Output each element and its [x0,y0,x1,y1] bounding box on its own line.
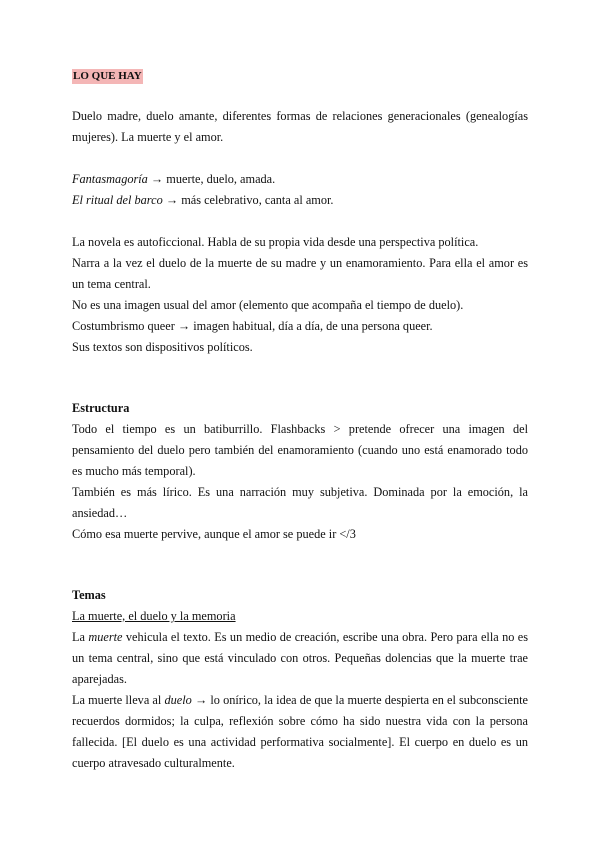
emphasis-duelo: duelo [164,693,192,707]
novel-paragraph-5: Sus textos son dispositivos políticos. [72,340,253,354]
estructura-paragraph-3: Cómo esa muerte pervive, aunque el amor se puede ir </3 [72,527,356,541]
subsection-heading: La muerte, el duelo y la memoria [72,609,236,623]
intro-paragraph: Duelo madre, duelo amante, diferentes formas de relaciones generacionales (genealogías mujeres). La muerte y el amor. [72,109,528,144]
page-title: LO QUE HAY [73,70,142,82]
novel-paragraph-4 [72,316,528,337]
work-ritual [72,190,528,211]
text-run: La [72,630,89,644]
novel-paragraph-2: Narra a la vez el duelo de la muerte de su madre y un enamoramiento. Para ella el amor es un tema central. [72,256,528,291]
estructura-paragraph-2: También es más lírico. Es una narración muy subjetiva. Dominada por la emoción, la ansiedad… [72,485,528,520]
novel-paragraph-1: La novela es autoficcional. Habla de su propia vida desde una perspectiva política. [72,235,479,249]
emphasis-muerte: muerte [88,630,123,644]
text-run: vehicula el texto. Es un medio de creación, escribe una obra. Pero para ella no es un tema central, sino que está vinculado con otros. Pequeñas dolencias que la muerte trae aparejadas. [72,630,528,686]
arrow-glyph: → [165,193,179,207]
temas-paragraph-2 [72,690,528,774]
arrow-glyph: → [194,693,208,707]
costumbrismo-desc: imagen habitual, día a día, de una persona queer. [193,319,433,333]
arrow-glyph: → [177,319,191,333]
work-title: Fantasmagoría [72,172,148,186]
novel-paragraph-3: No es una imagen usual del amor (elemento que acompaña el tiempo de duelo). [72,298,464,312]
section-heading-estructura: Estructura [72,401,130,415]
work-description: muerte, duelo, amada. [166,172,276,186]
estructura-paragraph-1: Todo el tiempo es un batiburrillo. Flashbacks > pretende ofrecer una imagen del pensamiento del duelo pero también del enamoramiento (cuando uno está enamorado todo es mucho más temporal). [72,422,528,478]
work-description: más celebrativo, canta al amor. [181,193,334,207]
work-title: El ritual del barco [72,193,163,207]
arrow-glyph: → [150,172,164,186]
text-run: lo onírico, la idea de que la muerte despierta en el subconsciente recuerdos dormidos; la culpa, reflexión sobre cómo ha sido nuestra vida con la persona fallecida. [El duelo es una actividad performativa socialmente]. El cuerpo en duelo es un cuerpo atravesado culturalmente. [72,693,528,770]
temas-paragraph-1 [72,627,528,690]
text-run: La muerte lleva al [72,693,165,707]
work-fantasmagoria [72,169,528,190]
section-heading-temas: Temas [72,588,106,602]
costumbrismo-term: Costumbrismo queer [72,319,175,333]
